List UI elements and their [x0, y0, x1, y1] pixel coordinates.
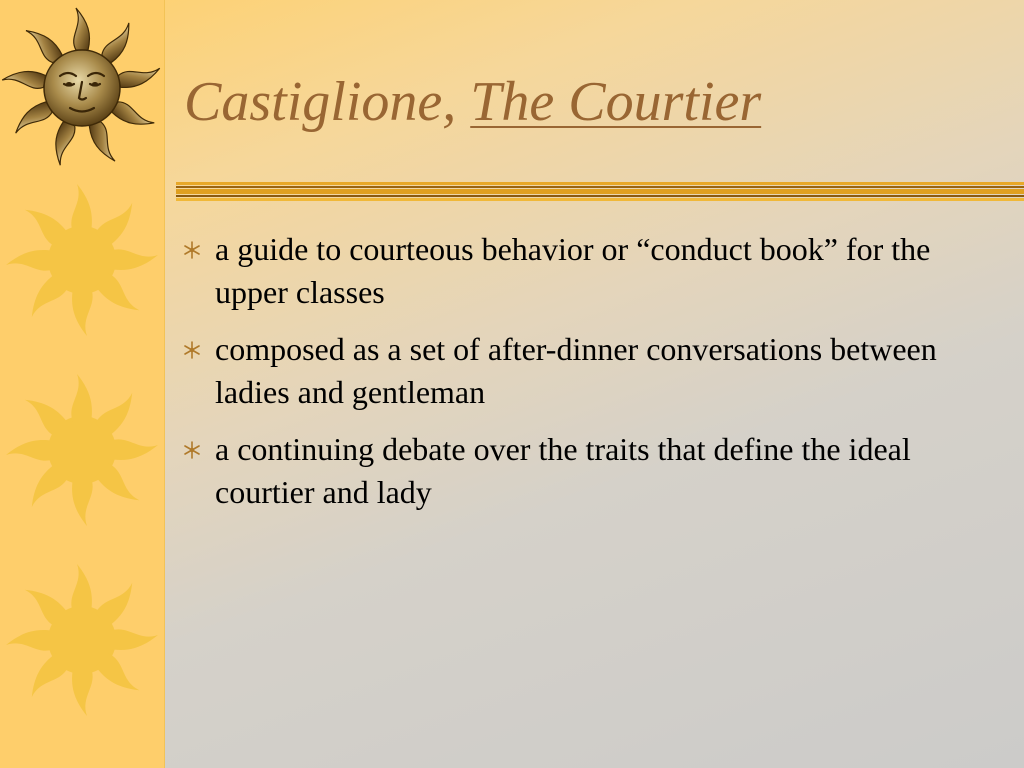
list-item — [180, 428, 1010, 514]
title-author: Castiglione, — [184, 71, 471, 133]
title-work-link[interactable]: The Courtier — [470, 71, 762, 133]
sun-pattern-icon — [2, 560, 162, 720]
star-bullet-icon — [180, 428, 204, 471]
sun-pattern-icon — [2, 180, 162, 340]
list-item — [180, 328, 1010, 414]
bullet-text: a continuing debate over the traits that define the ideal courtier and lady — [215, 431, 911, 510]
star-bullet-icon — [180, 328, 204, 371]
slide-title — [184, 70, 761, 134]
star-bullet-icon — [180, 228, 204, 271]
bullet-text: a guide to courteous behavior or “conduct book” for the upper classes — [215, 231, 931, 310]
title-divider — [176, 180, 1024, 204]
sun-pattern-icon — [2, 370, 162, 530]
sun-face-icon — [0, 0, 164, 175]
bullet-text: composed as a set of after-dinner conversations between ladies and gentleman — [215, 331, 937, 410]
left-decorative-strip — [0, 0, 165, 768]
bullet-list — [180, 228, 1010, 528]
list-item — [180, 228, 1010, 314]
